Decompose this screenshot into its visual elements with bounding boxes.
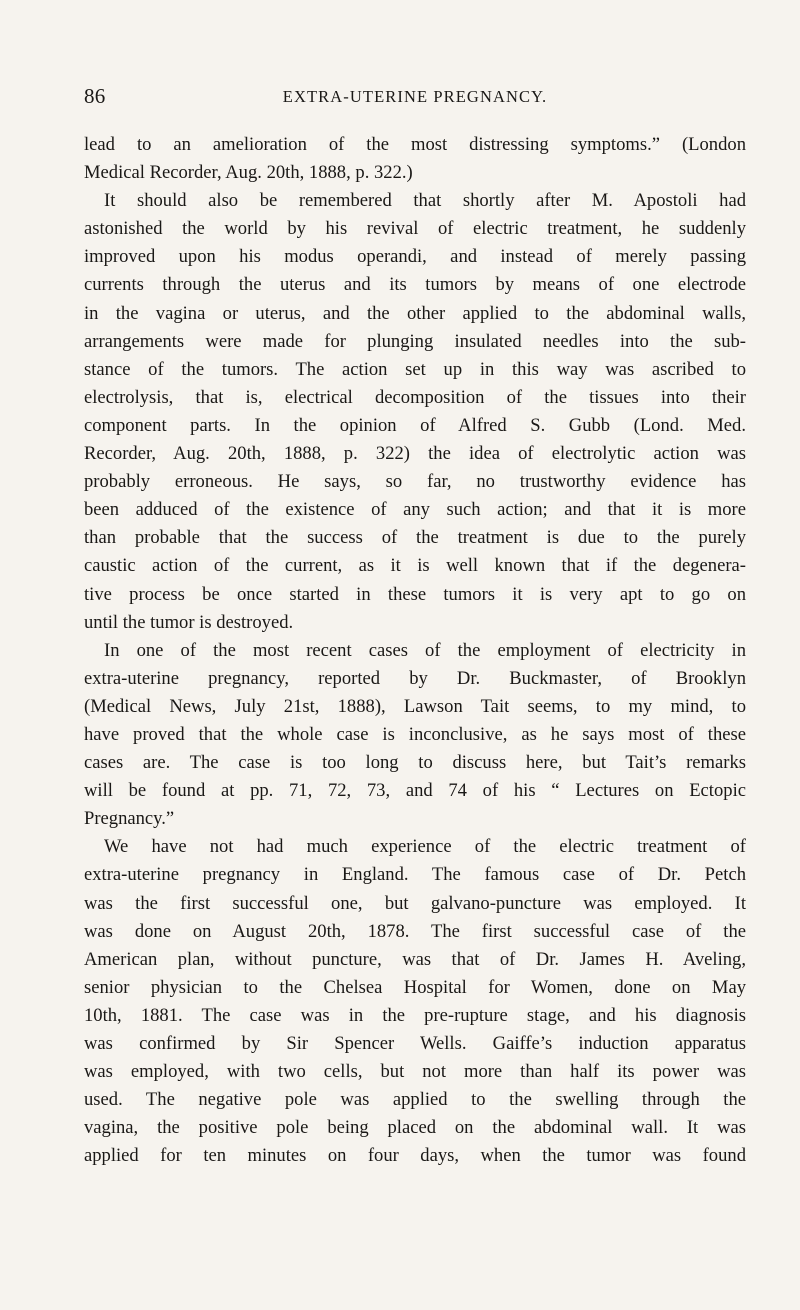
- text-line: [84, 356, 746, 384]
- text-line: [84, 468, 746, 496]
- text-line: [84, 1002, 746, 1030]
- text-run: been adduced of the existence of any such action; and that it is more: [84, 499, 746, 521]
- italic-run: Lond. Med.: [639, 414, 746, 436]
- text-run: probably erroneous. He says, so far, no trustworthy evidence has: [84, 471, 746, 493]
- text-run: Aug. 20th, 1888, p. 322) the idea of electrolytic action was: [156, 443, 746, 465]
- text-run: Aug. 20th, 1888, p. 322.): [221, 162, 413, 184]
- text-line: [84, 861, 746, 889]
- text-line: [84, 187, 746, 215]
- italic-run: Medical News,: [90, 695, 217, 717]
- text-line: [84, 412, 746, 440]
- text-line: [84, 581, 746, 609]
- text-line: [84, 974, 746, 1002]
- text-run: will be found at pp. 71, 72, 73, and 74 of his “ Lectures on Ectopic: [84, 780, 746, 802]
- text-run: caustic action of the current, as it is well known that if the degenera-: [84, 555, 746, 577]
- text-run: was confirmed by Sir Spencer Wells. Gaiffe’s induction apparatus: [84, 1033, 746, 1054]
- text-line: [84, 243, 746, 271]
- text-run: Pregnancy.”: [84, 808, 175, 830]
- text-run: senior physician to the Chelsea Hospital for Women, done on May: [84, 976, 746, 998]
- text-line: [84, 609, 746, 637]
- text-run: until the tumor is destroyed.: [84, 611, 294, 633]
- text-run: arrangements were made for plunging insulated needles into the sub-: [84, 330, 746, 352]
- running-title: EXTRA-UTERINE PREGNANCY.: [282, 87, 548, 106]
- text-line: [84, 496, 746, 524]
- text-run: lead to an amelioration of the most distressing symptoms.” (: [84, 134, 689, 155]
- text-line: [84, 749, 746, 777]
- text-line: [84, 1058, 746, 1086]
- text-line: [84, 131, 746, 159]
- text-run: American plan, without puncture, was that of Dr. James H. Aveling,: [84, 948, 746, 970]
- text-line: [84, 665, 746, 693]
- text-line: [84, 300, 746, 328]
- text-line: [84, 777, 746, 805]
- text-run: (: [84, 695, 91, 717]
- text-line: [84, 159, 746, 187]
- text-run: was done on August 20th, 1878. The first successful case of the: [84, 920, 746, 942]
- text-line: [84, 1142, 746, 1170]
- text-run: 10th, 1881. The case was in the pre-rupture stage, and his diagnosis: [84, 1004, 746, 1026]
- text-run: improved upon his modus operandi, and instead of merely passing: [84, 246, 746, 268]
- text-run: We have not had much experience of the electric treatment of: [104, 836, 746, 858]
- text-run: cases are. The case is too long to discuss here, but Tait’s remarks: [84, 752, 746, 774]
- text-line: [84, 328, 746, 356]
- text-run: was employed, with two cells, but not more than half its power was: [84, 1061, 746, 1083]
- text-run: astonished the world by his revival of electric treatment, he suddenly: [84, 218, 746, 240]
- text-run: have proved that the whole case is inconclusive, as he says most of these: [84, 723, 746, 745]
- text-run: vagina, the positive pole being placed on the abdominal wall. It was: [84, 1117, 746, 1139]
- text-line: [84, 833, 746, 861]
- italic-run: Recorder,: [84, 443, 157, 465]
- text-line: [84, 1086, 746, 1114]
- text-run: in the vagina or uterus, and the other applied to the abdominal walls,: [84, 302, 746, 324]
- text-run: July 21st, 1888), Lawson Tait seems, to my mind, to: [216, 695, 746, 717]
- text-line: [84, 946, 746, 974]
- text-line: [84, 805, 746, 833]
- page-header: [84, 84, 746, 114]
- text-line: [84, 524, 746, 552]
- text-line: [84, 271, 746, 299]
- text-run: than probable that the success of the treatment is due to the purely: [84, 527, 746, 549]
- text-line: [84, 215, 746, 243]
- text-run: stance of the tumors. The action set up in this way was ascribed to: [84, 358, 746, 380]
- text-line: [84, 637, 746, 665]
- body-text: [84, 131, 746, 1170]
- text-line: [84, 552, 746, 580]
- text-line: [84, 721, 746, 749]
- text-run: In one of the most recent cases of the employment of electricity in: [104, 639, 746, 661]
- text-line: [84, 1114, 746, 1142]
- text-run: used. The negative pole was applied to the swelling through the: [84, 1089, 746, 1111]
- text-run: It should also be remembered that shortly after M. Apostoli had: [104, 190, 746, 212]
- text-run: was the first successful one, but galvano-puncture was employed. It: [84, 892, 746, 914]
- text-line: [84, 693, 746, 721]
- italic-run: London: [688, 134, 746, 155]
- text-run: applied for ten minutes on four days, when the tumor was found: [84, 1145, 746, 1167]
- text-run: component parts. In the opinion of Alfred S. Gubb (: [84, 414, 640, 436]
- text-run: tive process be once started in these tumors it is very apt to go on: [84, 583, 746, 605]
- text-run: extra-uterine pregnancy, reported by Dr. Buckmaster, of Brooklyn: [84, 667, 746, 689]
- text-line: [84, 918, 746, 946]
- text-line: [84, 1030, 746, 1058]
- text-run: extra-uterine pregnancy in England. The famous case of Dr. Petch: [84, 864, 746, 886]
- text-run: currents through the uterus and its tumors by means of one electrode: [84, 274, 746, 296]
- italic-run: Medical Recorder,: [84, 162, 222, 184]
- text-line: [84, 440, 746, 468]
- page-number: 86: [84, 84, 106, 108]
- text-line: [84, 890, 746, 918]
- text-line: [84, 384, 746, 412]
- text-run: electrolysis, that is, electrical decomposition of the tissues into their: [84, 386, 746, 408]
